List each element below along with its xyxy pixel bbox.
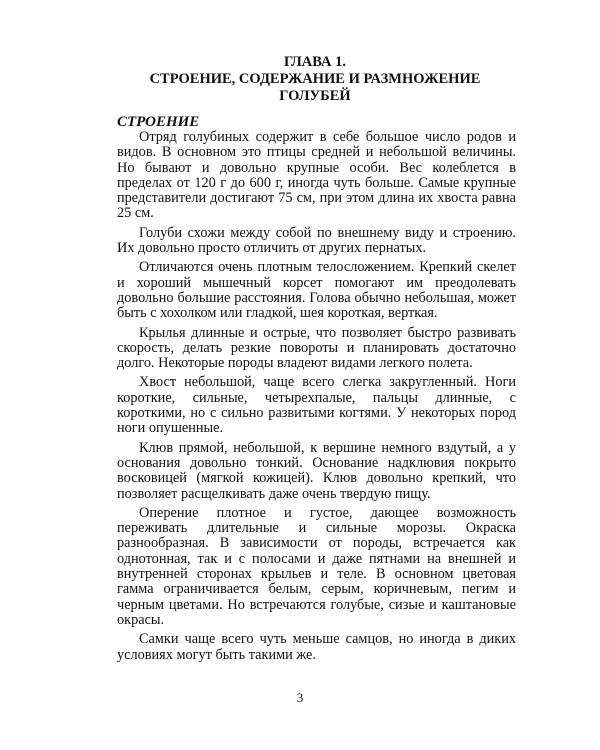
paragraph: Клюв прямой, небольшой, к вершине немного вздутый, а у основания довольно тонкий. Основание надклювия покрыто восковицей (мягкой кожицей). Клюв довольно крепкий, что позволяет расщелкивать даже очень твердую пищу. — [117, 439, 516, 502]
paragraph: Оперение плотное и густое, дающее возможность переживать длительные и сильные морозы. Окраска разнообразная. В зависимости от породы, встречается как однотонная, так и с полосами и даже пятнами на внешней и внутренней сторонах крыльев и теле. В основном цветовая гамма ограничивается белым, серым, коричневым, пегим и черным цветами. Но встречаются голубые, сизые и каштановые окрасы. — [117, 504, 516, 628]
section-title: СТРОЕНИЕ — [117, 114, 200, 130]
paragraph: Отличаются очень плотным телосложением. Крепкий скелет и хороший мышечный корсет помогают им преодолевать довольно большие расстояния. Голова обычно небольшая, может быть с хохолком или гладкой, шея короткая, верткая. — [117, 259, 516, 322]
chapter-heading — [100, 54, 530, 105]
body-text — [117, 130, 516, 667]
paragraph: Отряд голубиных содержит в себе большое число родов и видов. В основном это птицы средней и небольшой величины. Но бывают и довольно крупные особи. Вес колеблется в пределах от 120 г до 600 г, иногда чуть больше. Самые крупные представители достигают 75 см, при этом длина их хвоста равна 25 см. — [117, 129, 516, 222]
paragraph: Крылья длинные и острые, что позволяет быстро развивать скорость, делать резкие повороты и планировать достаточно долго. Некоторые породы владеют видами легкого полета. — [117, 324, 516, 372]
chapter-title-line-2: ГОЛУБЕЙ — [279, 88, 351, 104]
paragraph: Голуби схожи между собой по внешнему виду и строению. Их довольно просто отличить от других пернатых. — [117, 224, 516, 257]
chapter-title-line-1: СТРОЕНИЕ, СОДЕРЖАНИЕ И РАЗМНОЖЕНИЕ — [149, 71, 481, 87]
chapter-number: ГЛАВА 1. — [283, 54, 347, 70]
paragraph: Хвост небольшой, чаще всего слегка закругленный. Ноги короткие, сильные, четырехпалые, пальцы длинные, с короткими, но с сильно развитыми когтями. У некоторых пород ноги опушенные. — [117, 374, 516, 437]
page-number: 3 — [296, 690, 304, 705]
paragraph: Самки чаще всего чуть меньше самцов, но иногда в диких условиях могут быть такими же. — [117, 631, 516, 663]
